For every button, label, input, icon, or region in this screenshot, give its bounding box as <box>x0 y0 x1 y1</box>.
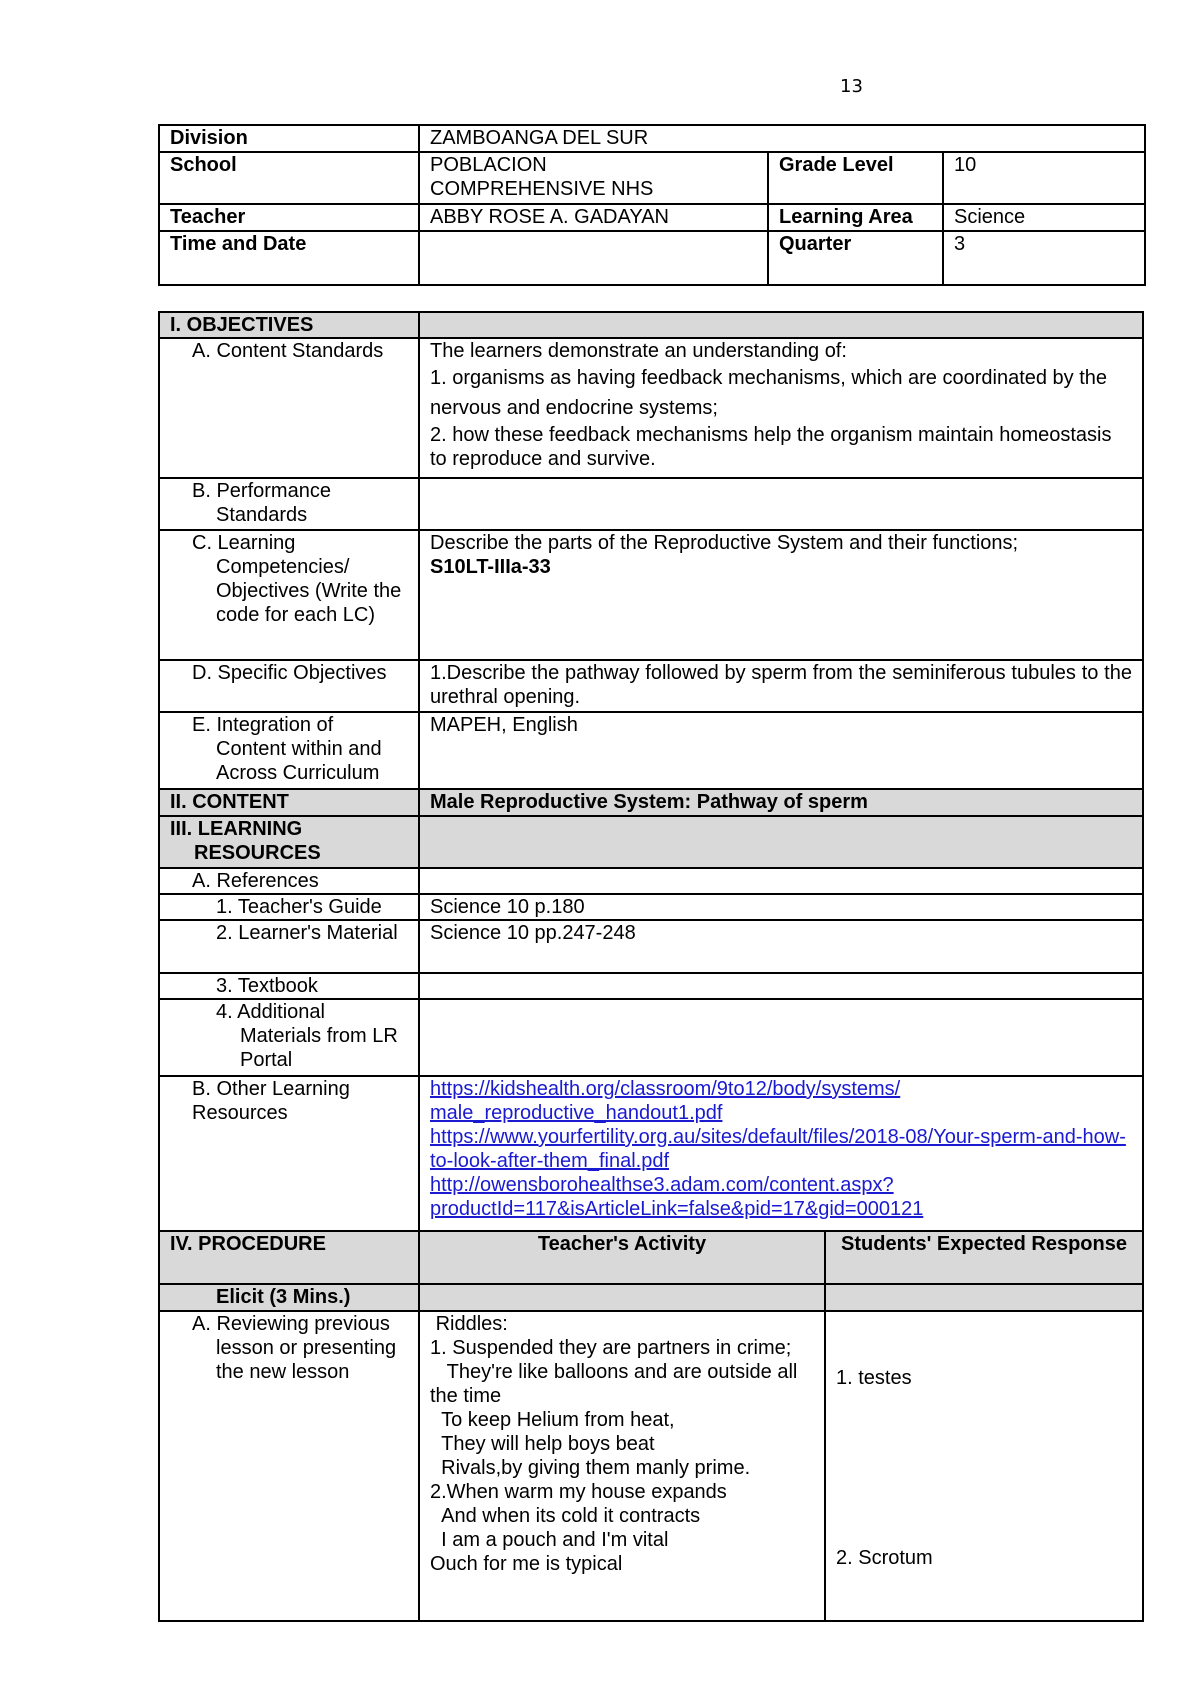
additional-materials-label-text: 4. Additional Materials from LR Portal <box>216 1001 398 1071</box>
additional-materials-value <box>419 999 1143 1076</box>
learning-competencies-value <box>419 530 1143 660</box>
quarter-label: Quarter <box>768 231 943 285</box>
answers-cell <box>825 1311 1143 1621</box>
references-blank <box>419 868 1143 894</box>
time-date-value <box>419 231 768 285</box>
elicit-label: Elicit (3 Mins.) <box>159 1284 419 1311</box>
learning-area-value: Science <box>943 204 1145 231</box>
objectives-heading-blank <box>419 312 1143 338</box>
references-label: A. References <box>159 868 419 894</box>
learners-material-value: Science 10 pp.247-248 <box>419 920 1143 973</box>
learners-material-label-text: 2. Learner's Material <box>216 922 398 944</box>
riddle-line: 1. Suspended they are partners in crime; <box>430 1337 792 1359</box>
content-standards-item-1: 1. organisms as having feedback mechanisms, which are coordinated by the nervous and endocrine systems; <box>430 367 1108 419</box>
teacher-value: ABBY ROSE A. GADAYAN <box>419 204 768 231</box>
lesson-header-table <box>158 124 1146 286</box>
other-resources-label: B. Other Learning Resources <box>159 1076 419 1231</box>
riddle-line: They're like balloons and are outside all the time <box>430 1361 803 1407</box>
school-value <box>419 152 768 204</box>
specific-objectives-label <box>159 660 419 712</box>
additional-materials-label <box>159 999 419 1076</box>
riddle-line: They will help boys beat <box>430 1433 655 1455</box>
learning-competencies-code: S10LT-IIIa-33 <box>430 556 551 578</box>
content-standards-intro: The learners demonstrate an understanding of: <box>430 340 847 362</box>
specific-objectives-label-text: D. Specific Objectives <box>192 662 387 684</box>
school-value-line-2: COMPREHENSIVE NHS <box>430 178 654 200</box>
riddle-line: Rivals,by giving them manly prime. <box>430 1457 751 1479</box>
content-standards-label: A. Content Standards <box>159 338 419 478</box>
riddles-title: Riddles: <box>430 1313 508 1335</box>
page-number: 13 <box>840 76 863 97</box>
resource-link-owensboro[interactable]: http://owensborohealthse3.adam.com/content.aspx? productId=117&isArticleLink=false&pid=17&gid=000121 <box>430 1174 924 1220</box>
answer-2: 2. Scrotum <box>836 1547 933 1569</box>
content-standards-item-2: 2. how these feedback mechanisms help the organism maintain homeostasis to reproduce and survive. <box>430 424 1112 470</box>
performance-standards-label-text: B. Performance Standards <box>192 480 331 526</box>
learning-resources-heading-text: III. LEARNING RESOURCES <box>170 818 321 864</box>
student-response-column-header: Students' Expected Response <box>825 1231 1143 1284</box>
learning-competencies-text: Describe the parts of the Reproductive System and their functions; <box>430 532 1019 554</box>
division-label: Division <box>159 125 419 152</box>
grade-level-label: Grade Level <box>768 152 943 204</box>
performance-standards-label <box>159 478 419 530</box>
riddle-line: And when its cold it contracts <box>430 1505 701 1527</box>
teacher-activity-column-header: Teacher's Activity <box>419 1231 825 1284</box>
specific-objectives-value: 1.Describe the pathway followed by sperm from the seminiferous tubules to the urethral opening. <box>419 660 1143 712</box>
riddle-line: To keep Helium from heat, <box>430 1409 675 1431</box>
resource-link-yourfertility[interactable]: https://www.yourfertility.org.au/sites/default/files/2018-08/Your-sperm-and-how-to-look-after-them_final.pdf <box>430 1126 1126 1172</box>
elicit-student-blank <box>825 1284 1143 1311</box>
learning-resources-heading <box>159 816 419 868</box>
content-value: Male Reproductive System: Pathway of sperm <box>419 789 1143 816</box>
answer-1: 1. testes <box>836 1367 912 1389</box>
school-label: School <box>159 152 419 204</box>
riddle-line: 2.When warm my house expands <box>430 1481 727 1503</box>
integration-value: MAPEH, English <box>419 712 1143 789</box>
resource-link-kidshealth[interactable]: https://kidshealth.org/classroom/9to12/body/systems/ male_reproductive_handout1.pdf <box>430 1078 901 1124</box>
lesson-plan-table <box>158 311 1144 1622</box>
performance-standards-value <box>419 478 1143 530</box>
quarter-value: 3 <box>943 231 1145 285</box>
reviewing-label-text: A. Reviewing previous lesson or presenting the new lesson <box>192 1313 397 1383</box>
textbook-value <box>419 973 1143 999</box>
teacher-label: Teacher <box>159 204 419 231</box>
objectives-heading: I. OBJECTIVES <box>159 312 419 338</box>
integration-label-text: E. Integration of Content within and Across Curriculum <box>192 714 382 784</box>
riddle-line: Ouch for me is typical <box>430 1553 623 1575</box>
other-resources-links <box>419 1076 1143 1231</box>
riddles-cell <box>419 1311 825 1621</box>
procedure-heading: IV. PROCEDURE <box>159 1231 419 1284</box>
learning-resources-heading-blank <box>419 816 1143 868</box>
riddle-line: I am a pouch and I'm vital <box>430 1529 669 1551</box>
learning-competencies-label <box>159 530 419 660</box>
grade-level-value: 10 <box>943 152 1145 204</box>
division-value: ZAMBOANGA DEL SUR <box>419 125 1145 152</box>
content-standards-value <box>419 338 1143 478</box>
learners-material-label <box>159 920 419 973</box>
school-value-line-1: POBLACION <box>430 154 547 176</box>
elicit-teacher-blank <box>419 1284 825 1311</box>
learning-area-label: Learning Area <box>768 204 943 231</box>
teachers-guide-value: Science 10 p.180 <box>419 894 1143 920</box>
reviewing-label <box>159 1311 419 1621</box>
integration-label <box>159 712 419 789</box>
textbook-label: 3. Textbook <box>159 973 419 999</box>
time-date-label: Time and Date <box>159 231 419 285</box>
learning-competencies-label-text: C. Learning Competencies/ Objectives (Write the code for each LC) <box>192 532 402 626</box>
content-heading: II. CONTENT <box>159 789 419 816</box>
teachers-guide-label: 1. Teacher's Guide <box>159 894 419 920</box>
